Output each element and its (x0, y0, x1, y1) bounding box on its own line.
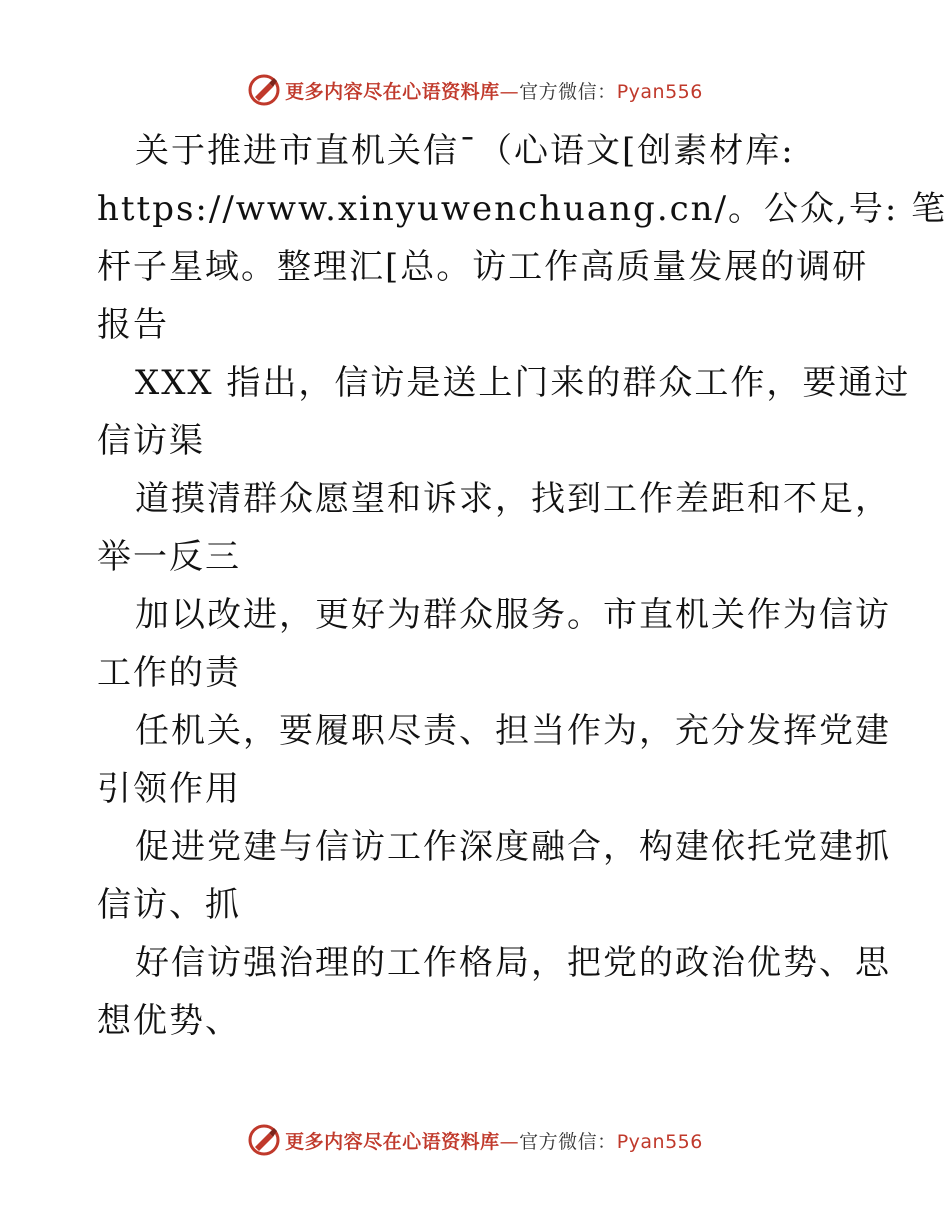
body-line: XXX 指出，信访是送上门来的群众工作，要通过 (135, 363, 911, 403)
body-line: 道摸清群众愿望和诉求，找到工作差距和不足， (135, 479, 891, 519)
body-line: 工作的责 (97, 653, 241, 693)
footer-banner-text (285, 1127, 703, 1154)
header-brand-text: 更多内容尽在心语资料库 (285, 80, 500, 103)
footer-brand-text: 更多内容尽在心语资料库 (285, 1130, 500, 1153)
body-line: 关于推进市直机关信¯（心语文[创素材库: (135, 131, 795, 171)
body-line: 报告 (97, 305, 169, 345)
body-line: 好信访强治理的工作格局，把党的政治优势、思 (135, 943, 891, 983)
body-line: 举一反三 (97, 537, 241, 577)
brand-logo-icon (247, 73, 281, 107)
document-body (97, 122, 948, 1050)
body-line: https://www.xinyuwenchuang.cn/。公众,号: 笔 (97, 189, 948, 229)
header-dash: — (499, 80, 520, 103)
body-line: 引领作用 (97, 769, 241, 809)
footer-wechat-label: 官方微信： (519, 1130, 617, 1153)
brand-logo-icon (247, 1123, 281, 1157)
body-line: 加以改进，更好为群众服务。市直机关作为信访 (135, 595, 891, 635)
header-banner (0, 70, 950, 110)
body-line: 信访渠 (97, 421, 205, 461)
header-wechat-id: Pyan556 (616, 80, 703, 103)
body-line: 任机关，要履职尽责、担当作为，充分发挥党建 (135, 711, 891, 751)
footer-banner (0, 1120, 950, 1160)
body-line: 信访、抓 (97, 885, 241, 925)
footer-wechat-id: Pyan556 (616, 1130, 703, 1153)
body-line: 促进党建与信访工作深度融合，构建依托党建抓 (135, 827, 891, 867)
body-line: 杆子星域。整理汇[总。访工作高质量发展的调研 (97, 247, 869, 287)
header-wechat-label: 官方微信： (519, 80, 617, 103)
header-banner-text (285, 77, 703, 104)
footer-dash: — (499, 1130, 520, 1153)
body-line: 想优势、 (97, 1001, 241, 1041)
